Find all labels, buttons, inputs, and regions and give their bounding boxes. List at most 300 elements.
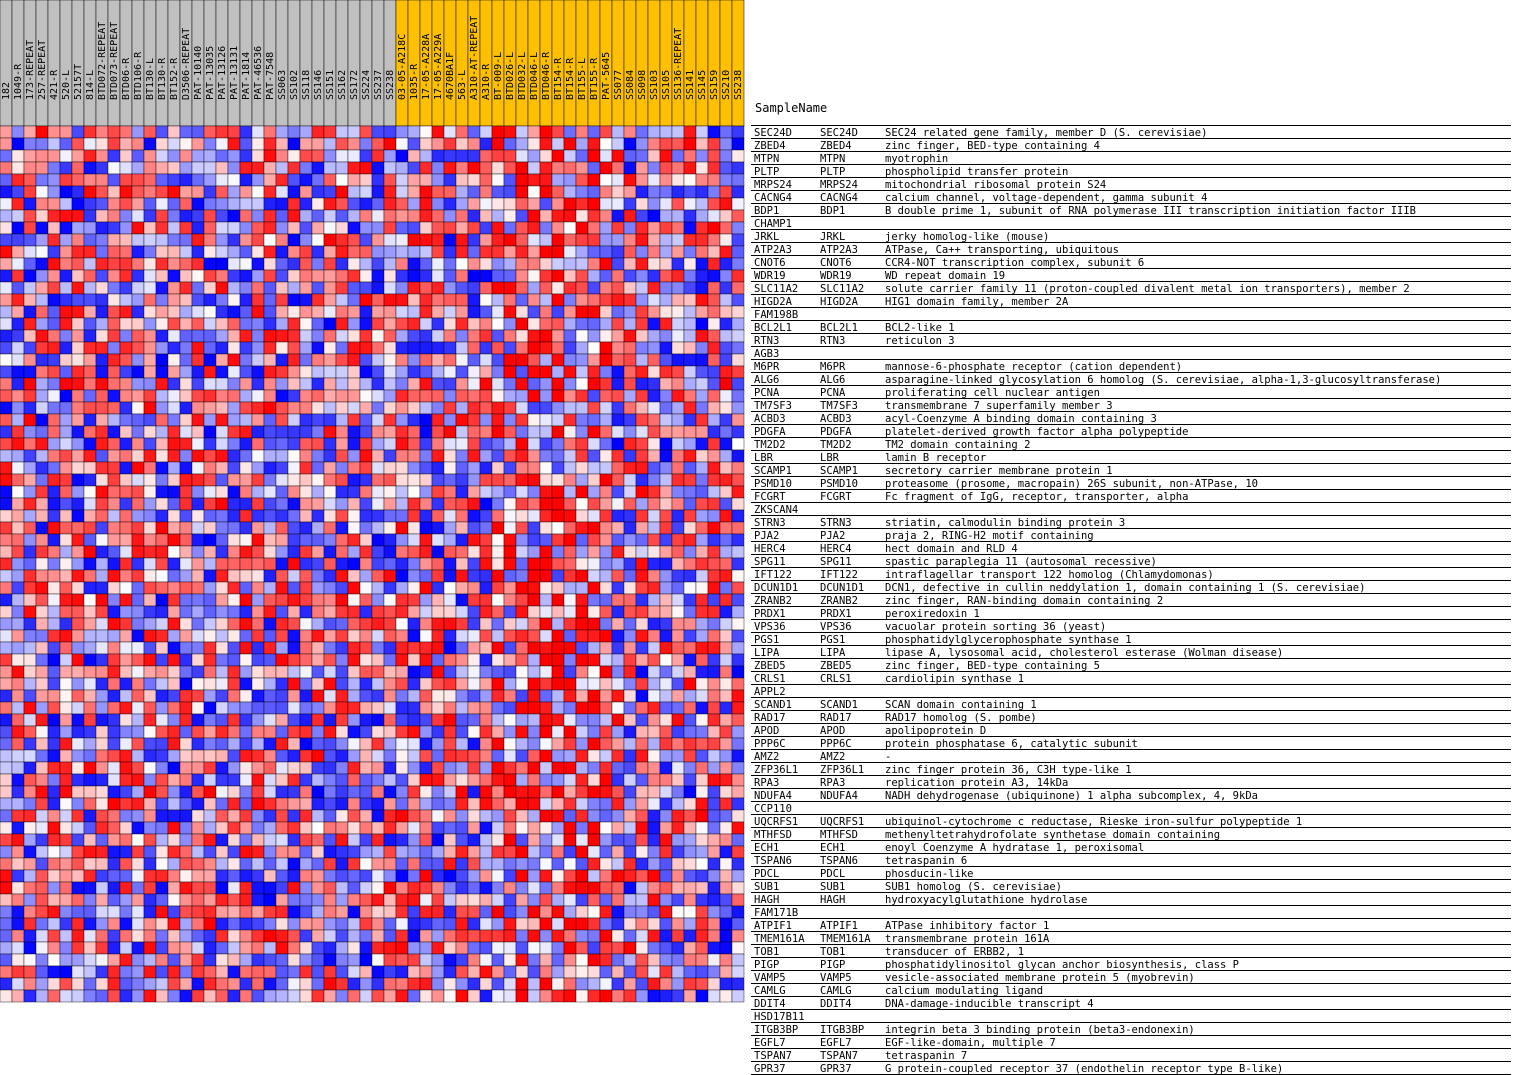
heatmap-cell (12, 546, 24, 558)
heatmap-cell (492, 702, 504, 714)
heatmap-cell (420, 486, 432, 498)
heatmap-cell (420, 390, 432, 402)
heatmap-cell (324, 426, 336, 438)
heatmap-cell (96, 522, 108, 534)
heatmap-cell (564, 342, 576, 354)
heatmap-cell (204, 930, 216, 942)
heatmap-cell (228, 870, 240, 882)
heatmap-cell (216, 618, 228, 630)
heatmap-cell (336, 270, 348, 282)
heatmap-cell (624, 126, 636, 138)
heatmap-cell (456, 990, 468, 1002)
heatmap-cell (264, 654, 276, 666)
heatmap-cell (684, 630, 696, 642)
heatmap-cell (264, 378, 276, 390)
heatmap-cell (408, 978, 420, 990)
heatmap-cell (12, 654, 24, 666)
heatmap-cell (660, 246, 672, 258)
heatmap-cell (564, 726, 576, 738)
heatmap-cell (252, 174, 264, 186)
heatmap-cell (540, 714, 552, 726)
heatmap-cell (492, 498, 504, 510)
heatmap-cell (48, 858, 60, 870)
heatmap-cell (540, 246, 552, 258)
heatmap-cell (372, 378, 384, 390)
heatmap-cell (168, 522, 180, 534)
heatmap-cell (84, 210, 96, 222)
heatmap-cell (576, 846, 588, 858)
heatmap-cell (552, 606, 564, 618)
heatmap-cell (84, 438, 96, 450)
heatmap-cell (132, 606, 144, 618)
heatmap-cell (96, 366, 108, 378)
heatmap-cell (540, 774, 552, 786)
heatmap-cell (504, 258, 516, 270)
heatmap-cell (360, 750, 372, 762)
heatmap-cell (228, 594, 240, 606)
heatmap-cell (240, 210, 252, 222)
column-label: 4670BA1F (445, 51, 456, 100)
heatmap-cell (720, 882, 732, 894)
heatmap-cell (336, 858, 348, 870)
heatmap-cell (708, 774, 720, 786)
heatmap-cell (540, 738, 552, 750)
heatmap-cell (36, 294, 48, 306)
heatmap-cell (72, 342, 84, 354)
gene-symbol: NDUFA4 (820, 790, 858, 802)
heatmap-cell (492, 918, 504, 930)
heatmap-cell (216, 882, 228, 894)
heatmap-cell (108, 126, 120, 138)
heatmap-cell (144, 486, 156, 498)
heatmap-cell (528, 990, 540, 1002)
heatmap-cell (384, 342, 396, 354)
heatmap-cell (396, 474, 408, 486)
heatmap-cell (480, 654, 492, 666)
heatmap-cell (168, 978, 180, 990)
heatmap-cell (348, 846, 360, 858)
heatmap-cell (228, 642, 240, 654)
heatmap-cell (612, 162, 624, 174)
heatmap-cell (516, 450, 528, 462)
heatmap-cell (132, 738, 144, 750)
heatmap-cell (216, 474, 228, 486)
heatmap-cell (192, 642, 204, 654)
gene-id: FAM198B (754, 309, 799, 321)
heatmap-cell (684, 546, 696, 558)
heatmap-cell (348, 774, 360, 786)
heatmap-cell (540, 426, 552, 438)
column-label: PAT-7548 (265, 51, 276, 100)
gene-symbol: ATPIF1 (820, 920, 858, 932)
heatmap-cell (444, 978, 456, 990)
heatmap-cell (516, 966, 528, 978)
heatmap-cell (516, 546, 528, 558)
heatmap-cell (120, 654, 132, 666)
heatmap-cell (420, 438, 432, 450)
heatmap-cell (24, 342, 36, 354)
gene-description: myotrophin (885, 153, 949, 165)
heatmap-cell (288, 174, 300, 186)
heatmap-cell (552, 510, 564, 522)
heatmap-cell (360, 522, 372, 534)
heatmap-cell (264, 810, 276, 822)
heatmap-cell (36, 366, 48, 378)
heatmap-cell (552, 630, 564, 642)
heatmap-cell (552, 294, 564, 306)
heatmap-cell (372, 222, 384, 234)
heatmap-cell (228, 678, 240, 690)
heatmap-cell (84, 606, 96, 618)
heatmap-cell (624, 678, 636, 690)
heatmap-cell (540, 258, 552, 270)
heatmap-cell (0, 906, 12, 918)
heatmap-cell (384, 930, 396, 942)
gene-symbol: RTN3 (820, 335, 846, 347)
heatmap-cell (540, 678, 552, 690)
heatmap-cell (660, 882, 672, 894)
heatmap-cell (12, 990, 24, 1002)
heatmap-cell (480, 186, 492, 198)
heatmap-cell (528, 162, 540, 174)
heatmap-cell (468, 690, 480, 702)
heatmap-cell (240, 810, 252, 822)
heatmap-cell (492, 906, 504, 918)
heatmap-cell (84, 138, 96, 150)
heatmap-cell (720, 930, 732, 942)
heatmap-cell (168, 702, 180, 714)
heatmap-cell (504, 474, 516, 486)
heatmap-cell (72, 138, 84, 150)
heatmap-cell (540, 546, 552, 558)
heatmap-cell (276, 990, 288, 1002)
heatmap-cell (108, 858, 120, 870)
heatmap-cell (516, 150, 528, 162)
heatmap-cell (96, 510, 108, 522)
heatmap-cell (264, 594, 276, 606)
heatmap-cell (660, 678, 672, 690)
gene-description: cardiolipin synthase 1 (885, 673, 1025, 685)
heatmap-cell (372, 714, 384, 726)
heatmap-cell (360, 234, 372, 246)
heatmap-cell (468, 402, 480, 414)
heatmap-cell (192, 654, 204, 666)
heatmap-cell (600, 246, 612, 258)
heatmap-cell (612, 774, 624, 786)
heatmap-cell (216, 510, 228, 522)
heatmap-cell (0, 582, 12, 594)
gene-symbol: RAD17 (820, 712, 852, 724)
heatmap-cell (228, 690, 240, 702)
heatmap-cell (672, 270, 684, 282)
column-header-band (408, 0, 420, 126)
heatmap-cell (576, 354, 588, 366)
heatmap-cell (204, 738, 216, 750)
heatmap-cell (444, 534, 456, 546)
heatmap-cell (408, 438, 420, 450)
heatmap-cell (336, 222, 348, 234)
heatmap-cell (540, 126, 552, 138)
heatmap-cell (600, 606, 612, 618)
heatmap-cell (588, 474, 600, 486)
heatmap-cell (324, 294, 336, 306)
heatmap-cell (444, 798, 456, 810)
heatmap-cell (252, 486, 264, 498)
heatmap-cell (264, 522, 276, 534)
gene-row (751, 126, 1511, 139)
heatmap-cell (180, 330, 192, 342)
heatmap-cell (36, 570, 48, 582)
heatmap-cell (648, 330, 660, 342)
heatmap-cell (180, 486, 192, 498)
heatmap-cell (348, 210, 360, 222)
heatmap-cell (516, 270, 528, 282)
gene-description: NADH dehydrogenase (ubiquinone) 1 alpha subcomplex, 4, 9kDa (885, 790, 1258, 802)
heatmap-cell (24, 174, 36, 186)
heatmap-cell (264, 438, 276, 450)
heatmap-cell (300, 498, 312, 510)
heatmap-cell (0, 390, 12, 402)
heatmap-cell (60, 882, 72, 894)
heatmap-cell (552, 258, 564, 270)
heatmap-cell (456, 762, 468, 774)
heatmap-cell (456, 930, 468, 942)
heatmap-cell (420, 174, 432, 186)
heatmap-cell (336, 282, 348, 294)
heatmap-cell (228, 306, 240, 318)
heatmap-cell (276, 366, 288, 378)
heatmap-cell (648, 666, 660, 678)
heatmap-cell (288, 834, 300, 846)
heatmap-cell (420, 450, 432, 462)
heatmap-cell (396, 618, 408, 630)
heatmap-cell (588, 402, 600, 414)
heatmap-cell (180, 798, 192, 810)
heatmap-cell (180, 258, 192, 270)
heatmap-cell (264, 546, 276, 558)
heatmap-cell (156, 390, 168, 402)
heatmap-cell (444, 630, 456, 642)
heatmap-cell (216, 774, 228, 786)
heatmap-cell (708, 810, 720, 822)
heatmap-cell (540, 474, 552, 486)
heatmap-cell (708, 486, 720, 498)
heatmap-cell (324, 858, 336, 870)
heatmap-cell (216, 642, 228, 654)
heatmap-cell (528, 594, 540, 606)
heatmap-cell (528, 570, 540, 582)
gene-id: AGB3 (754, 348, 780, 360)
heatmap-cell (60, 270, 72, 282)
heatmap-cell (660, 906, 672, 918)
heatmap-cell (720, 258, 732, 270)
heatmap-cell (288, 618, 300, 630)
heatmap-cell (108, 498, 120, 510)
gene-symbol: M6PR (820, 361, 846, 373)
heatmap-cell (636, 678, 648, 690)
heatmap-cell (432, 750, 444, 762)
heatmap-cell (372, 450, 384, 462)
heatmap-cell (192, 966, 204, 978)
heatmap-cell (240, 138, 252, 150)
heatmap-cell (348, 186, 360, 198)
gene-symbol: TM7SF3 (820, 400, 858, 412)
column-label: BTD06-R (121, 57, 132, 100)
gene-row (751, 204, 1511, 217)
heatmap-cell (24, 882, 36, 894)
heatmap-cell (336, 750, 348, 762)
heatmap-cell (480, 798, 492, 810)
gene-id: LIPA (754, 647, 780, 659)
heatmap-cell (252, 438, 264, 450)
heatmap-cell (276, 930, 288, 942)
heatmap-cell (396, 558, 408, 570)
heatmap-cell (696, 594, 708, 606)
heatmap-cell (384, 858, 396, 870)
heatmap-cell (72, 246, 84, 258)
heatmap-cell (720, 738, 732, 750)
gene-row (751, 685, 1511, 698)
heatmap-cell (48, 570, 60, 582)
heatmap-cell (396, 246, 408, 258)
heatmap-cell (288, 726, 300, 738)
heatmap-cell (60, 762, 72, 774)
heatmap-cell (324, 234, 336, 246)
heatmap-cell (456, 234, 468, 246)
heatmap-cell (312, 462, 324, 474)
heatmap-cell (240, 834, 252, 846)
gene-row (751, 763, 1511, 776)
heatmap-cell (708, 378, 720, 390)
heatmap-cell (228, 978, 240, 990)
heatmap-cell (612, 294, 624, 306)
heatmap-cell (444, 342, 456, 354)
heatmap-cell (540, 174, 552, 186)
heatmap-cell (420, 618, 432, 630)
heatmap-cell (348, 426, 360, 438)
heatmap-cell (600, 306, 612, 318)
heatmap-cell (588, 918, 600, 930)
heatmap-cell (60, 630, 72, 642)
heatmap-cell (480, 210, 492, 222)
heatmap-cell (516, 438, 528, 450)
heatmap-cell (0, 270, 12, 282)
heatmap-cell (300, 594, 312, 606)
heatmap-cell (648, 306, 660, 318)
gene-description: ubiquinol-cytochrome c reductase, Rieske iron-sulfur polypeptide 1 (885, 816, 1303, 828)
heatmap-cell (516, 894, 528, 906)
heatmap-cell (48, 558, 60, 570)
heatmap-cell (684, 870, 696, 882)
heatmap-cell (720, 366, 732, 378)
heatmap-cell (396, 762, 408, 774)
heatmap-cell (648, 798, 660, 810)
heatmap-cell (12, 294, 24, 306)
heatmap-cell (384, 954, 396, 966)
heatmap-cell (204, 666, 216, 678)
heatmap-cell (528, 606, 540, 618)
heatmap-cell (36, 138, 48, 150)
heatmap-cell (408, 834, 420, 846)
heatmap-cell (612, 390, 624, 402)
heatmap-cell (264, 510, 276, 522)
heatmap-cell (60, 918, 72, 930)
heatmap-cell (96, 390, 108, 402)
column-header-band (60, 0, 72, 126)
heatmap-cell (372, 678, 384, 690)
heatmap-cell (432, 810, 444, 822)
heatmap-cell (732, 786, 744, 798)
heatmap-cell (264, 234, 276, 246)
heatmap-cell (444, 210, 456, 222)
heatmap-cell (300, 318, 312, 330)
heatmap-cell (588, 486, 600, 498)
heatmap-cell (144, 762, 156, 774)
heatmap-cell (204, 138, 216, 150)
heatmap-cell (96, 378, 108, 390)
heatmap-cell (300, 822, 312, 834)
heatmap-cell (168, 534, 180, 546)
heatmap-cell (120, 930, 132, 942)
heatmap-cell (132, 498, 144, 510)
heatmap-cell (336, 918, 348, 930)
heatmap-cell (132, 894, 144, 906)
heatmap-cell (636, 858, 648, 870)
gene-description: solute carrier family 11 (proton-coupled divalent metal ion transporters), member 2 (885, 283, 1410, 295)
heatmap-cell (540, 186, 552, 198)
heatmap-cell (132, 378, 144, 390)
heatmap-cell (372, 654, 384, 666)
heatmap-cell (216, 150, 228, 162)
heatmap-cell (228, 474, 240, 486)
heatmap-cell (360, 858, 372, 870)
heatmap-cell (12, 222, 24, 234)
heatmap-cell (336, 558, 348, 570)
gene-row (751, 165, 1511, 178)
heatmap-cell (504, 606, 516, 618)
heatmap-cell (612, 462, 624, 474)
heatmap-cell (468, 438, 480, 450)
heatmap-cell (612, 594, 624, 606)
heatmap-cell (168, 606, 180, 618)
heatmap-cell (336, 714, 348, 726)
heatmap-cell (672, 234, 684, 246)
heatmap-cell (324, 342, 336, 354)
heatmap-cell (408, 798, 420, 810)
heatmap-cell (108, 546, 120, 558)
gene-symbol: LBR (820, 452, 839, 464)
heatmap-cell (156, 738, 168, 750)
heatmap-cell (696, 942, 708, 954)
heatmap-cell (612, 318, 624, 330)
heatmap-cell (240, 486, 252, 498)
heatmap-cell (324, 630, 336, 642)
heatmap-cell (12, 846, 24, 858)
heatmap-cell (264, 762, 276, 774)
heatmap-cell (336, 306, 348, 318)
heatmap-cell (144, 786, 156, 798)
heatmap-cell (168, 942, 180, 954)
heatmap-cell (540, 210, 552, 222)
heatmap-cell (612, 750, 624, 762)
heatmap-cell (636, 558, 648, 570)
heatmap-cell (24, 654, 36, 666)
heatmap-cell (24, 126, 36, 138)
heatmap-cell (468, 558, 480, 570)
heatmap-cell (396, 978, 408, 990)
heatmap-cell (384, 246, 396, 258)
heatmap-cell (420, 606, 432, 618)
